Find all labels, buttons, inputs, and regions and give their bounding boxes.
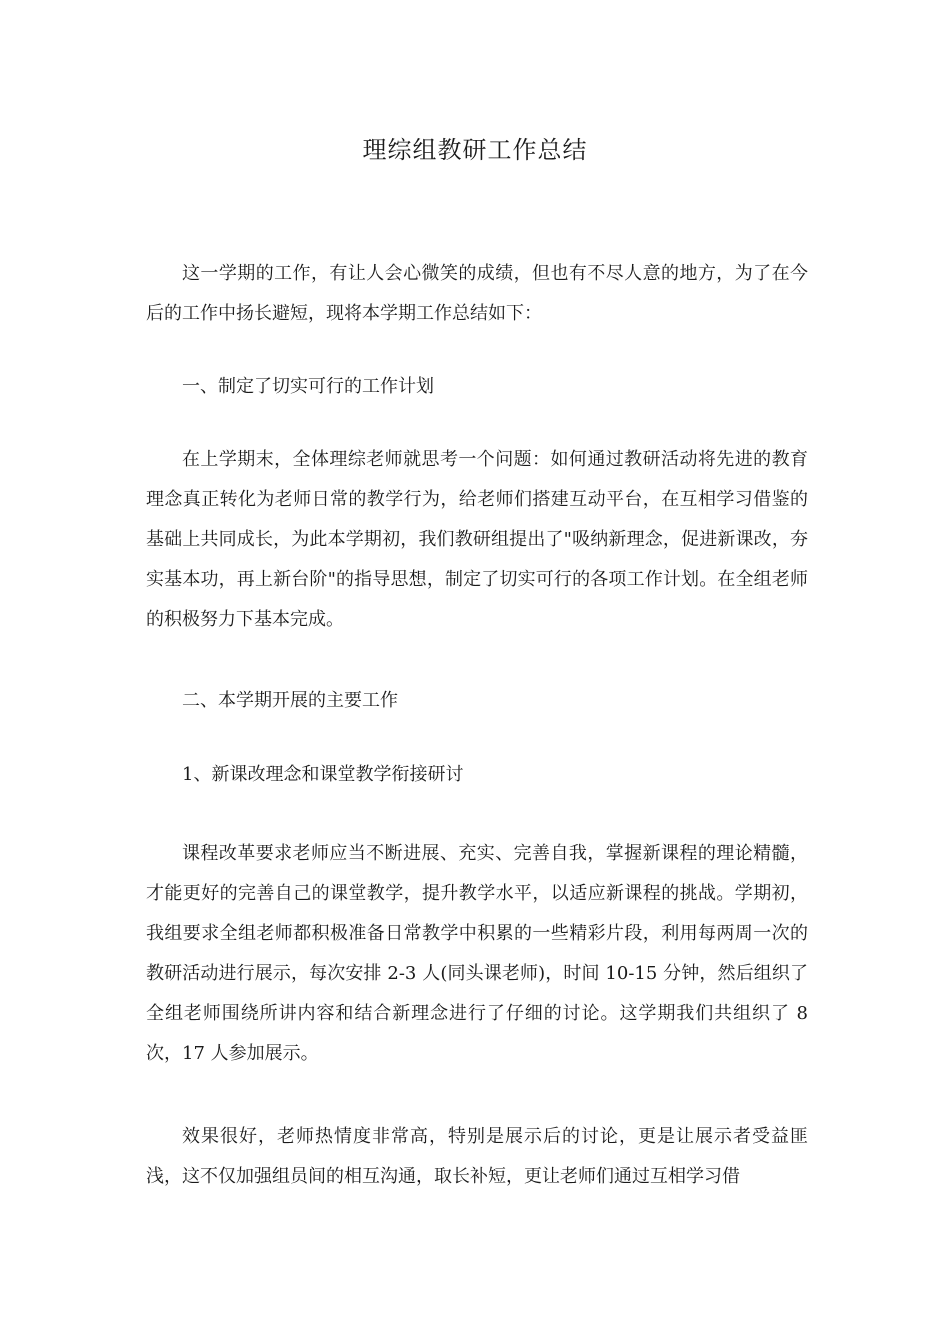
section-heading-2: 二、本学期开展的主要工作 bbox=[182, 690, 398, 711]
section-heading-1: 一、制定了切实可行的工作计划 bbox=[182, 376, 434, 397]
subsection-1-paragraph: 课程改革要求老师应当不断进展、充实、完善自我，掌握新课程的理论精髓，才能更好的完善自己的课堂教学，提升教学水平，以适应新课程的挑战。学期初，我组要求全组老师都积极准备日常教学中积累的一些精彩片段，利用每两周一次的教研活动进行展示，每次安排 2-3 人(同头课老师)，时间 10-15 分钟，然后组织了全组老师围绕所讲内容和结合新理念进行了仔细的讨论。这学期我们共组织了 8 次，17 人参加展示。 bbox=[146, 843, 808, 1064]
subsection-heading-1: 1、新课改理念和课堂教学衔接研讨 bbox=[182, 764, 464, 785]
effect-paragraph: 效果很好，老师热情度非常高，特别是展示后的讨论，更是让展示者受益匪浅，这不仅加强组员间的相互沟通，取长补短，更让老师们通过互相学习借 bbox=[146, 1126, 808, 1187]
section-1-paragraph: 在上学期末，全体理综老师就思考一个问题：如何通过教研活动将先进的教育理念真正转化为老师日常的教学行为，给老师们搭建互动平台，在互相学习借鉴的基础上共同成长，为此本学期初，我们教研组提出了"吸纳新理念，促进新课改，夯实基本功，再上新台阶"的指导思想，制定了切实可行的各项工作计划。在全组老师的积极努力下基本完成。 bbox=[146, 449, 808, 630]
document-title: 理综组教研工作总结 bbox=[362, 136, 588, 164]
intro-paragraph: 这一学期的工作，有让人会心微笑的成绩，但也有不尽人意的地方，为了在今后的工作中扬长避短，现将本学期工作总结如下： bbox=[146, 263, 808, 324]
